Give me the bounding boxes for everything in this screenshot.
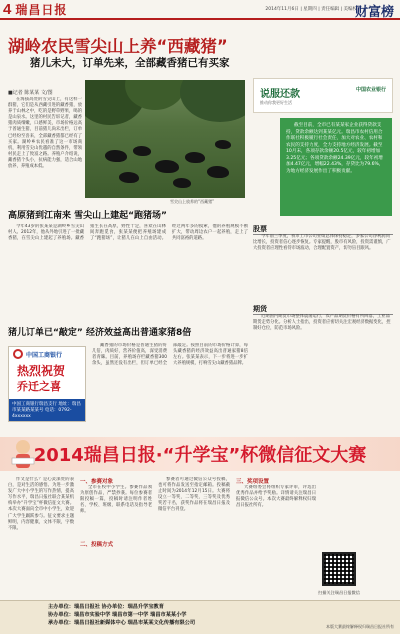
wechat-qr-code[interactable] xyxy=(322,552,356,586)
lead-subheadline: 猪儿未大，订单先来，全部藏香猪已有买家 xyxy=(30,57,230,69)
icbc-band: 中国工商银行瑞昌支行 地址：瑞昌市某某路某某号 电话：0792-4xxxxxx xyxy=(9,399,85,421)
dateline: 2014年11月6日 | 星期四 | 责任编辑 | 美编校 xyxy=(265,7,358,12)
lead-body-text: 在海拔高处的雪尖山上，有这样一群猪，它们是从西藏引进的藏香猪，放养于山林之中，吃的是野草野果，喝的是山泉水。这里的村民告诉记者，藏香猪肉质细嫩，口感鲜美，市场价格远高于普通生猪，目前猪儿尚未出栏，订单已经纷至沓来，全部藏香猪都已经有了买家。湖岭乡农民看准了这一市场商机，利用雪尖山优越的自然条件，带领村民走上了致富之路。养殖户介绍说，藏香猪个头小，抗病能力强，适合山地放养，养殖成本低。 xyxy=(8,97,82,170)
lead-headline: 湖岭农民雪尖山上养“西藏猪” xyxy=(8,37,228,56)
advert-subtitle: 推动你我更好生活 xyxy=(260,100,292,105)
stock-section-body xyxy=(253,234,393,298)
story3-text: 藏香猪的市场价格是普通生猪的好几倍，肉质好，营养价值高，深受消费者青睐。目前，养殖场存栏藏香猪300余头，虽然还没有出栏，但订单已经全部敲定。按照目前的市场价格计算，每头藏香猪的经济效益高出普通家猪8倍左右。张某某表示，下一步将进一步扩大养殖规模，打响雪尖山藏香猪品牌。 xyxy=(92,343,248,367)
contest-col1-text: 作文是什么？是心灵深处的表白，是对生活的感悟。为进一步激发广大中小学生的写作热情，提高写作水平，瑞昌日报社联合某某机构举办“升学宝”杯微信征文大赛。本次大赛面向全市中小学生，欢迎广大学生踊跃参与。征文要求主题鲜明，内容健康，文体不限，字数不限。 xyxy=(8,477,74,531)
footer-undertaker: 承办单位：瑞昌日报社新媒体中心 瑞昌市某某文化传播有限公司 xyxy=(48,620,196,626)
footer-organizer: 主办单位：瑞昌日报社 协办单位：瑞昌升学宝教育 xyxy=(48,604,164,610)
icbc-name: 中国工商银行 xyxy=(26,351,63,359)
contest-title: 2014瑞昌日报·“升学宝”杯微信征文大赛 xyxy=(33,445,367,466)
bank-logo-icon xyxy=(13,349,23,359)
futures-section-body xyxy=(253,314,393,430)
bank-advert xyxy=(253,78,393,113)
masthead xyxy=(0,0,400,20)
contest-heading3: 三、奖项设置 xyxy=(236,479,270,485)
contest-heading2: 二、投稿方式 xyxy=(80,542,114,548)
stock-section-title: 股票 xyxy=(253,224,393,235)
story3-body xyxy=(92,343,248,429)
contest-col3 xyxy=(158,477,230,595)
futures-section-title: 期货 xyxy=(253,304,393,315)
advert-title: 说服还款 xyxy=(260,89,300,100)
stock-section-text: 今年前三季度，我市上市公司业绩总体保持稳定，多家公司净利润同比增长，投资者信心逐步恢复。专家提醒，股市有风险，投资需谨慎，广大投资者应理性看待市场波动，合理配置资产，切勿盲目跟风。 xyxy=(253,234,391,252)
paper-logo: 瑞昌日报 xyxy=(15,2,68,17)
footer-coorganizer: 协办单位：瑞昌市实验中学 瑞昌市第一中学 瑞昌市某某小学 xyxy=(48,612,187,618)
contest-col4 xyxy=(236,485,316,595)
futures-section-text: 近期国内期货市场整体震荡运行，农产品期货价格有所回落，工业品期货走势分化。分析人士指出，投资者应密切关注宏观经济数据变化，控制好仓位，防范市场风险。 xyxy=(253,314,391,332)
advert-bank-name: 中国农业银行 xyxy=(355,87,386,93)
icbc-advert xyxy=(8,346,86,422)
contest-col1 xyxy=(8,477,74,595)
icbc-line2: 乔迁之喜 xyxy=(17,380,61,393)
section-title: 财富榜 xyxy=(354,5,394,20)
contest-col2 xyxy=(80,485,152,535)
green-info-box xyxy=(280,118,392,216)
contest-col4-text: 大赛组委会将组织专家评审，评选出优秀作品并给予奖励。详情请关注瑞昌日报微信公众号。本次大赛最终解释权归瑞昌日报社所有。 xyxy=(236,485,316,509)
photo-caption: 雪尖山上放养的“西藏猪” xyxy=(170,199,215,204)
lead-photo xyxy=(85,80,245,198)
story3-headline: 猪儿订单已“敲定” 经济效益高出普通家猪8倍 xyxy=(8,328,192,338)
footer-note: 本版大赛最终解释权归瑞昌日报社所有 xyxy=(326,624,394,629)
page-number: 4 xyxy=(3,0,12,18)
green-box-text: 截至目前，全市已有某某家企业获得贷款支持，贷款余额达到某某亿元。瑞昌市农村信用合作联社积极履行社会责任，加大对农业、农村和农民的支持力度，全力支持地方经济发展。截至10月末，各项存款余额20.5亿元，较年初增加3.25亿元；各项贷款余额24.39亿元，较年初增加4.47亿元，增幅22.43%，存贷比为79.6%，为地方经济发展作出了积极贡献。 xyxy=(286,123,384,174)
byline: ■记者 陈某某 文/图 xyxy=(8,90,53,96)
contest-col2-text: 全市在校中小学生。参赛作品须为原创作品，严禁抄袭。每位参赛者限投稿一篇，投稿时请注明作者姓名、学校、班级、联系电话及指导老师。 xyxy=(80,485,152,515)
contest-col3-text: 参赛者可通过微信公众号投稿，也可将作品发送至指定邮箱。投稿截止时间为2014年12月15日。大赛将设立一等奖、二等奖、三等奖及优秀奖若干名，获奖作品将在瑞昌日报及微信平台刊登。 xyxy=(158,477,230,513)
story2-text: 今年43岁的张某某是湖岭乡雪尖山村人。2012年，他从外地引进了一批藏香猪，在雪尖山上建起了养殖场。藏香猪生长在高原，野性十足，喜欢在山林间奔跑觅食，张某某便把养殖场建成了“跑猪场”，让猪儿在山上自由活动。经过两年多的摸索，他的养殖规模不断扩大，带动周边农户一起养殖，走上了共同富裕的道路。 xyxy=(8,224,248,242)
qr-label: 扫描关注瑞昌日报微信 xyxy=(318,590,360,595)
story2-body xyxy=(8,224,248,320)
lead-body xyxy=(8,97,82,201)
contest-heading1: 一、参赛对象 xyxy=(80,479,114,485)
story2-headline: 高原猪到江南来 雪尖山上建起“跑猪场” xyxy=(8,211,167,221)
icbc-line1: 热烈祝贺 xyxy=(17,364,66,378)
